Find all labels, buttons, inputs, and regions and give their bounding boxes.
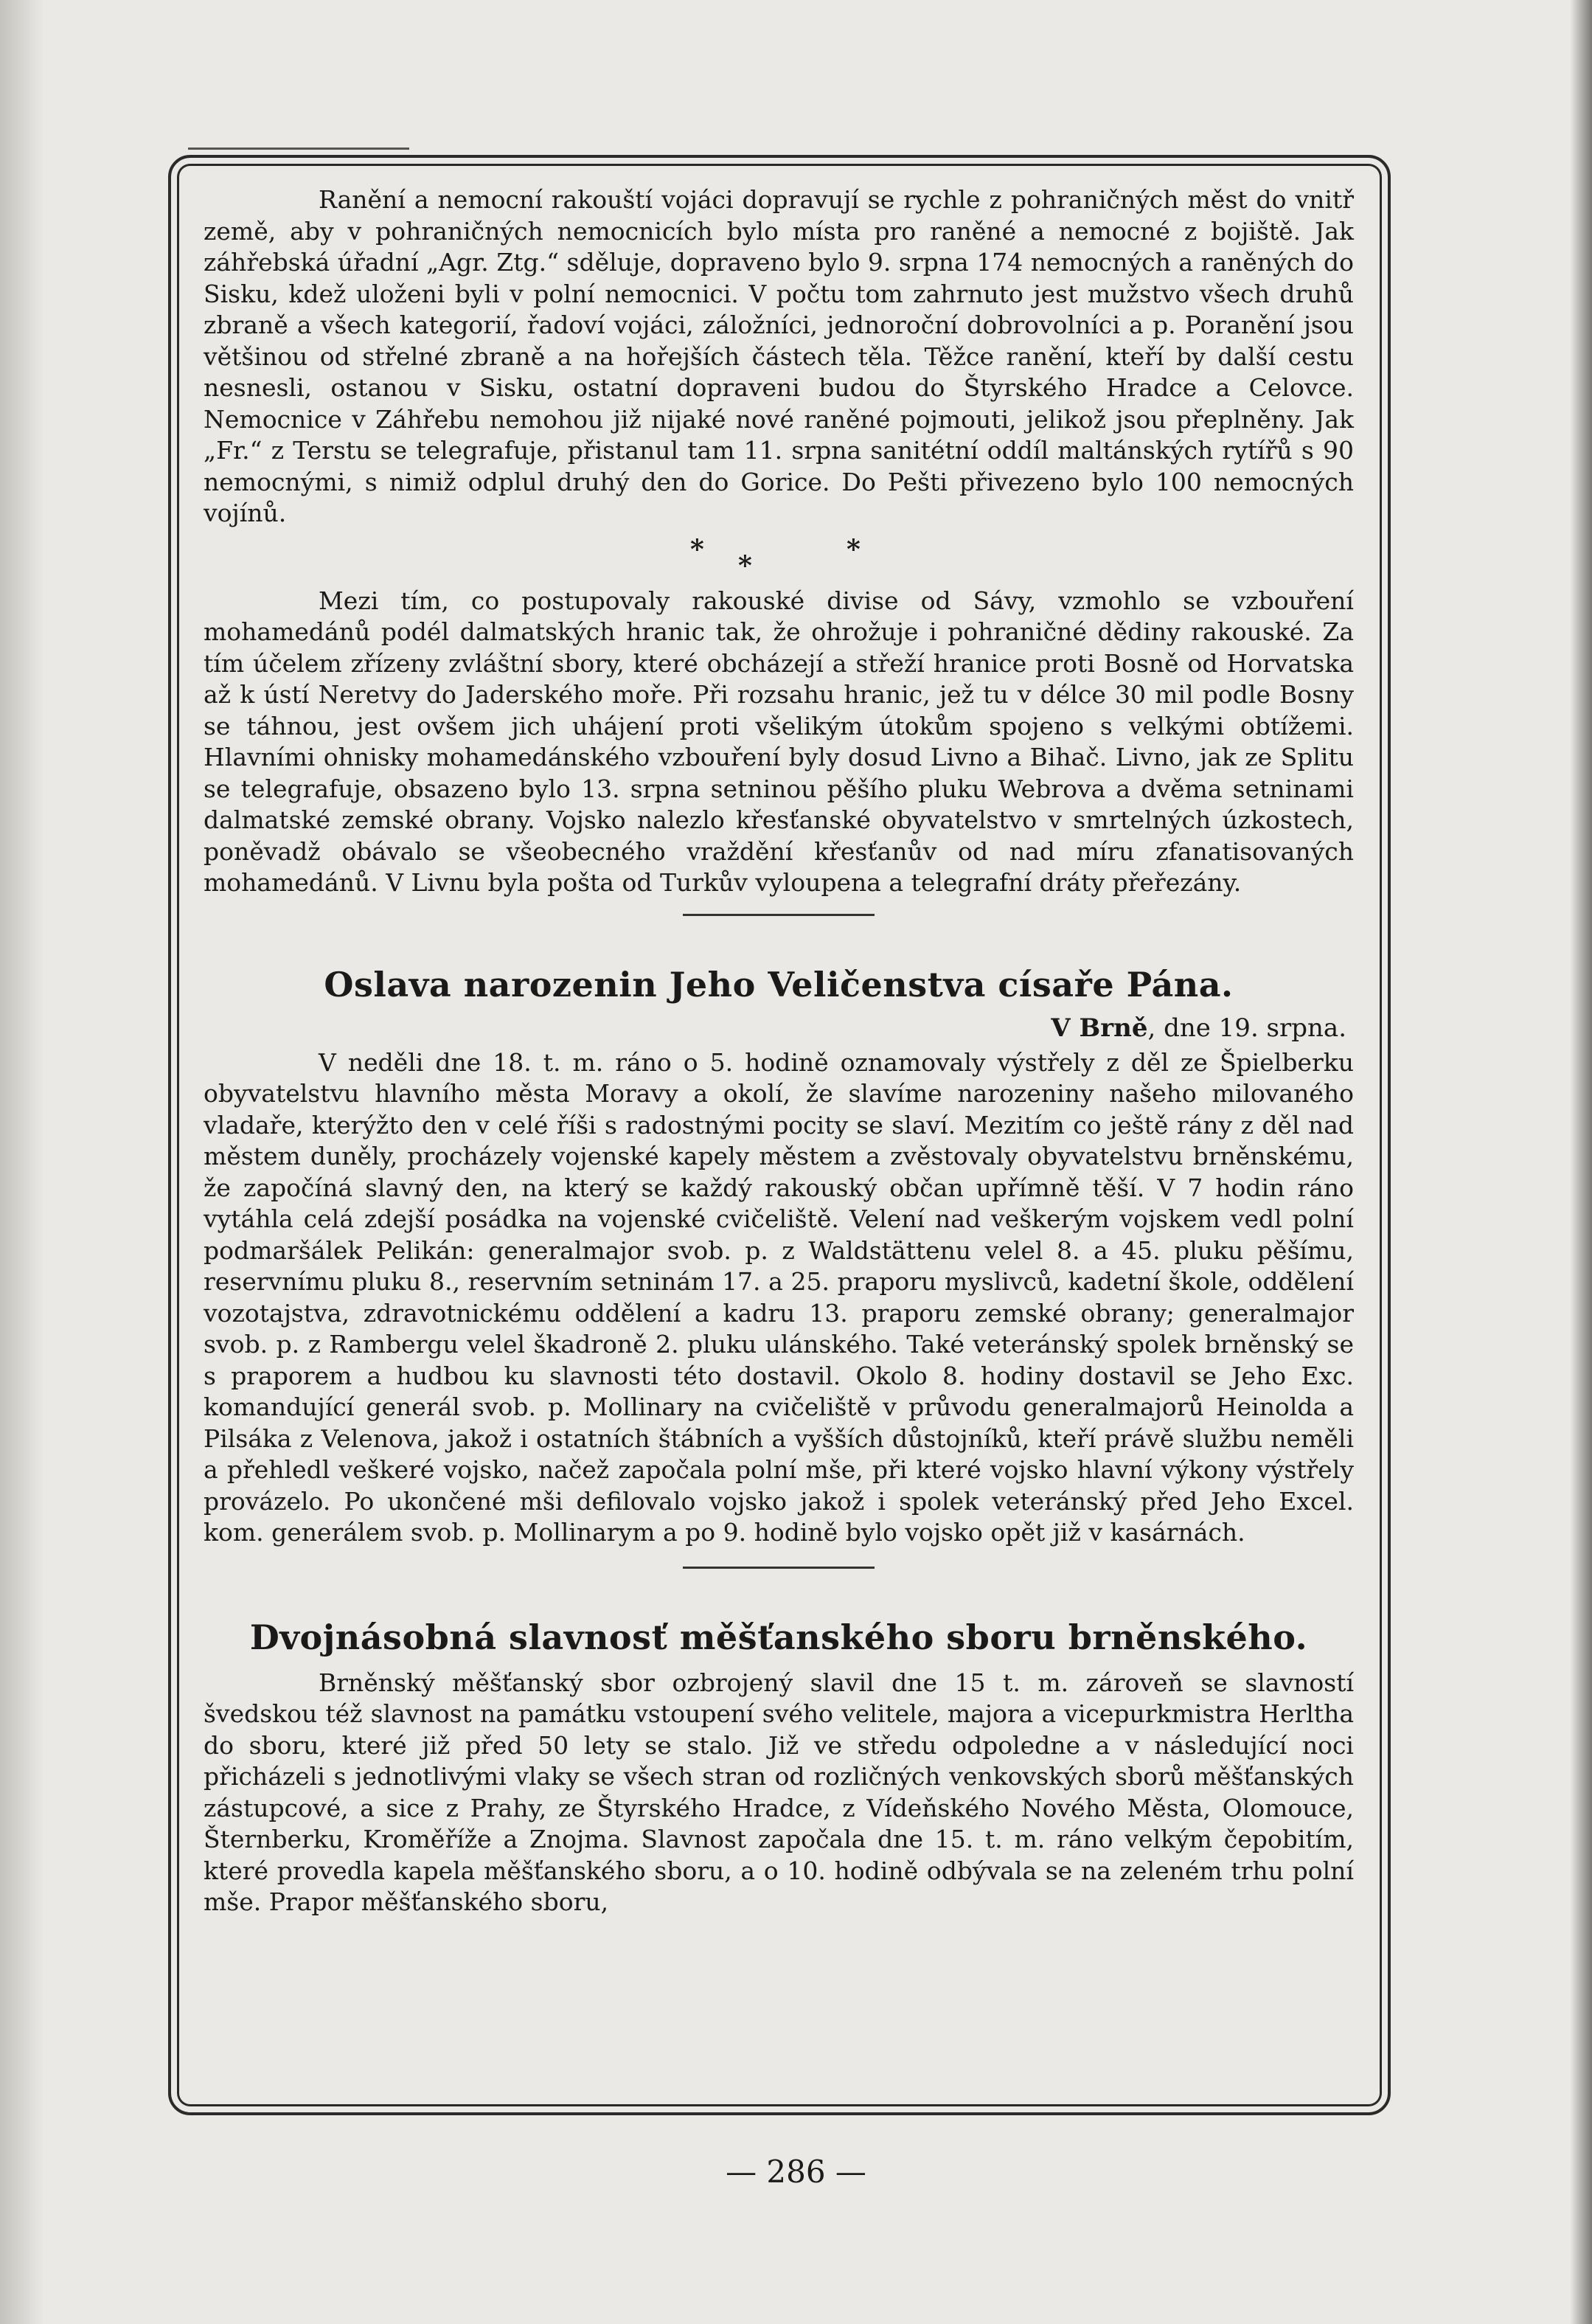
- top-ornament-line: [188, 148, 409, 150]
- page-content: [204, 184, 1354, 1918]
- page-shadow-left: [0, 0, 44, 2324]
- article-title: Oslava narozenin Jeho Veličenstva císaře Pána.: [324, 964, 1234, 1005]
- article-paragraph: Ranění a nemocní rakouští vojáci dopravují se rychle z pohraničných měst do vnitř země, aby v pohraničných nemocnicích bylo místa pro raněné a nemocné z bojiště. Jak záhřebská úřadní „Agr. Ztg.“ sděluje, dopraveno bylo 9. srpna 174 nemocných a raněných do Sisku, kdež uloženi byli v polní nemocnici. V počtu tom zahrnuto jest mužstvo všech druhů zbraně a všech kategorií, řadoví vojáci, záložníci, jednoroční dobrovolníci a p. Poranění jsou většinou od střelné zbraně a na hořejších částech těla. Těžce ranění, kteří by další cestu nesnesli, ostanou v Sisku, ostatní dopraveni budou do Štyrského Hradce a Celovce. Nemocnice v Záhřebu nemohou již nijaké nové raněné pojmouti, jelikož jsou přeplněny. Jak „Fr.“ z Terstu se telegrafuje, přistanul tam 11. srpna sanitétní oddíl maltánských rytířů s 90 nemocnými, s nimiž odplul druhý den do Gorice. Do Pešti přivezeno bylo 100 nemocných vojínů.: [204, 185, 1354, 527]
- dateline-city: V Brně: [1051, 1013, 1148, 1043]
- dateline: [204, 1013, 1354, 1043]
- page-shadow-right: [1570, 0, 1592, 2324]
- section-separator-stars: * * *: [690, 533, 861, 581]
- article-paragraph: Brněnský měšťanský sbor ozbrojený slavil dne 15 t. m. zároveň se slavností švedskou též slavnost na památku vstoupení svého velitele, majora a vicepurkmistra Herltha do sboru, které již před 50 lety se stalo. Již ve středu odpoledne a v následující noci přicházeli s jednotlivými vlaky se všech stran od rozličných venkovských sborů měšťanských zástupcové, a sice z Prahy, ze Štyrského Hradce, z Vídeňského Nového Města, Olomouce, Šternberku, Kroměříže a Znojma. Slavnost započala dne 15. t. m. ráno velkým čepobitím, které provedla kapela měšťanského sboru, a o 10. hodině odbývala se na zeleném trhu polní mše. Prapor měšťanského sboru,: [204, 1668, 1354, 1916]
- article-paragraph: V neděli dne 18. t. m. ráno o 5. hodině oznamovaly výstřely z děl ze Špielberku obyvatelstvu hlavního města Moravy a okolí, že slavíme narozeniny našeho milovaného vladaře, kterýžto den v celé říši s radostnými pocity se slaví. Mezitím co ještě rány z děl nad městem duněly, procházely vojenské kapely městem a zvěstovaly obyvatelstvu brněnskému, že započíná slavný den, na který se každý rakouský občan upřímně těší. V 7 hodin ráno vytáhla celá zdejší posádka na vojenské cvičeliště. Velení nad veškerým vojskem vedl polní podmaršálek Pelikán: generalmajor svob. p. z Waldstättenu velel 8. a 45. pluku pěšímu, reservnímu pluku 8., reservním setninám 17. a 25. praporu myslivců, kadetní škole, oddělení vozotajstva, zdravotnickému oddělení a kadru 13. praporu zemské obrany; generalmajor svob. p. z Rambergu velel škadroně 2. pluku ulánského. Také veteránský spolek brněnský se s praporem a hudbou ku slavnosti této dostavil. Okolo 8. hodiny dostavil se Jeho Exc. komandující generál svob. p. Mollinary na cvičeliště v průvodu generalmajorů Heinolda a Pilsáka z Velenova, jakož i ostatních štábních a vyšších důstojníků, kteří právě službu neměli a přehledl veškeré vojsko, načež započala polní mše, při které vojsko hlavní výkony výstřely provázelo. Po ukončené mši defilovalo vojsko jakož i spolek veteránský před Jeho Excel. kom. generálem svob. p. Mollinarym a po 9. hodině bylo vojsko opět již v kasárnách.: [204, 1047, 1354, 1547]
- dateline-date: , dne 19. srpna.: [1147, 1013, 1346, 1043]
- page-number: — 286 —: [726, 2154, 866, 2190]
- article-paragraph: Mezi tím, co postupovaly rakouské divise od Sávy, vzmohlo se vzbouření mohamedánů podél dalmatských hranic tak, že ohrožuje i pohraničné dědiny rakouské. Za tím účelem zřízeny zvláštní sbory, které obcházejí a střeží hranice proti Bosně od Horvatska až k ústí Neretvy do Jaderského moře. Při rozsahu hranic, jež tu v délce 30 mil podle Bosny se táhnou, jest ovšem jich uhájení proti všelikým útokům spojeno s velkými obtížemi. Hlavními ohnisky mohamedánského vzbouření byly dosud Livno a Bihač. Livno, jak ze Splitu se telegrafuje, obsazeno bylo 13. srpna setninou pěšího pluku Webrova a dvěma setninami dalmatské zemské obrany. Vojsko nalezlo křesťanské obyvatelstvo v smrtelných úzkostech, poněvadž obávalo se všeobecného vraždění křesťanův od nad míru zfanatisovaných mohamedánů. V Livnu byla pošta od Turkův vyloupena a telegrafní dráty přeřezány.: [204, 586, 1354, 897]
- section-divider: [683, 1567, 875, 1569]
- article-title: Dvojnásobná slavnosť měšťanského sboru brněnského.: [249, 1617, 1308, 1657]
- section-divider: [683, 914, 875, 916]
